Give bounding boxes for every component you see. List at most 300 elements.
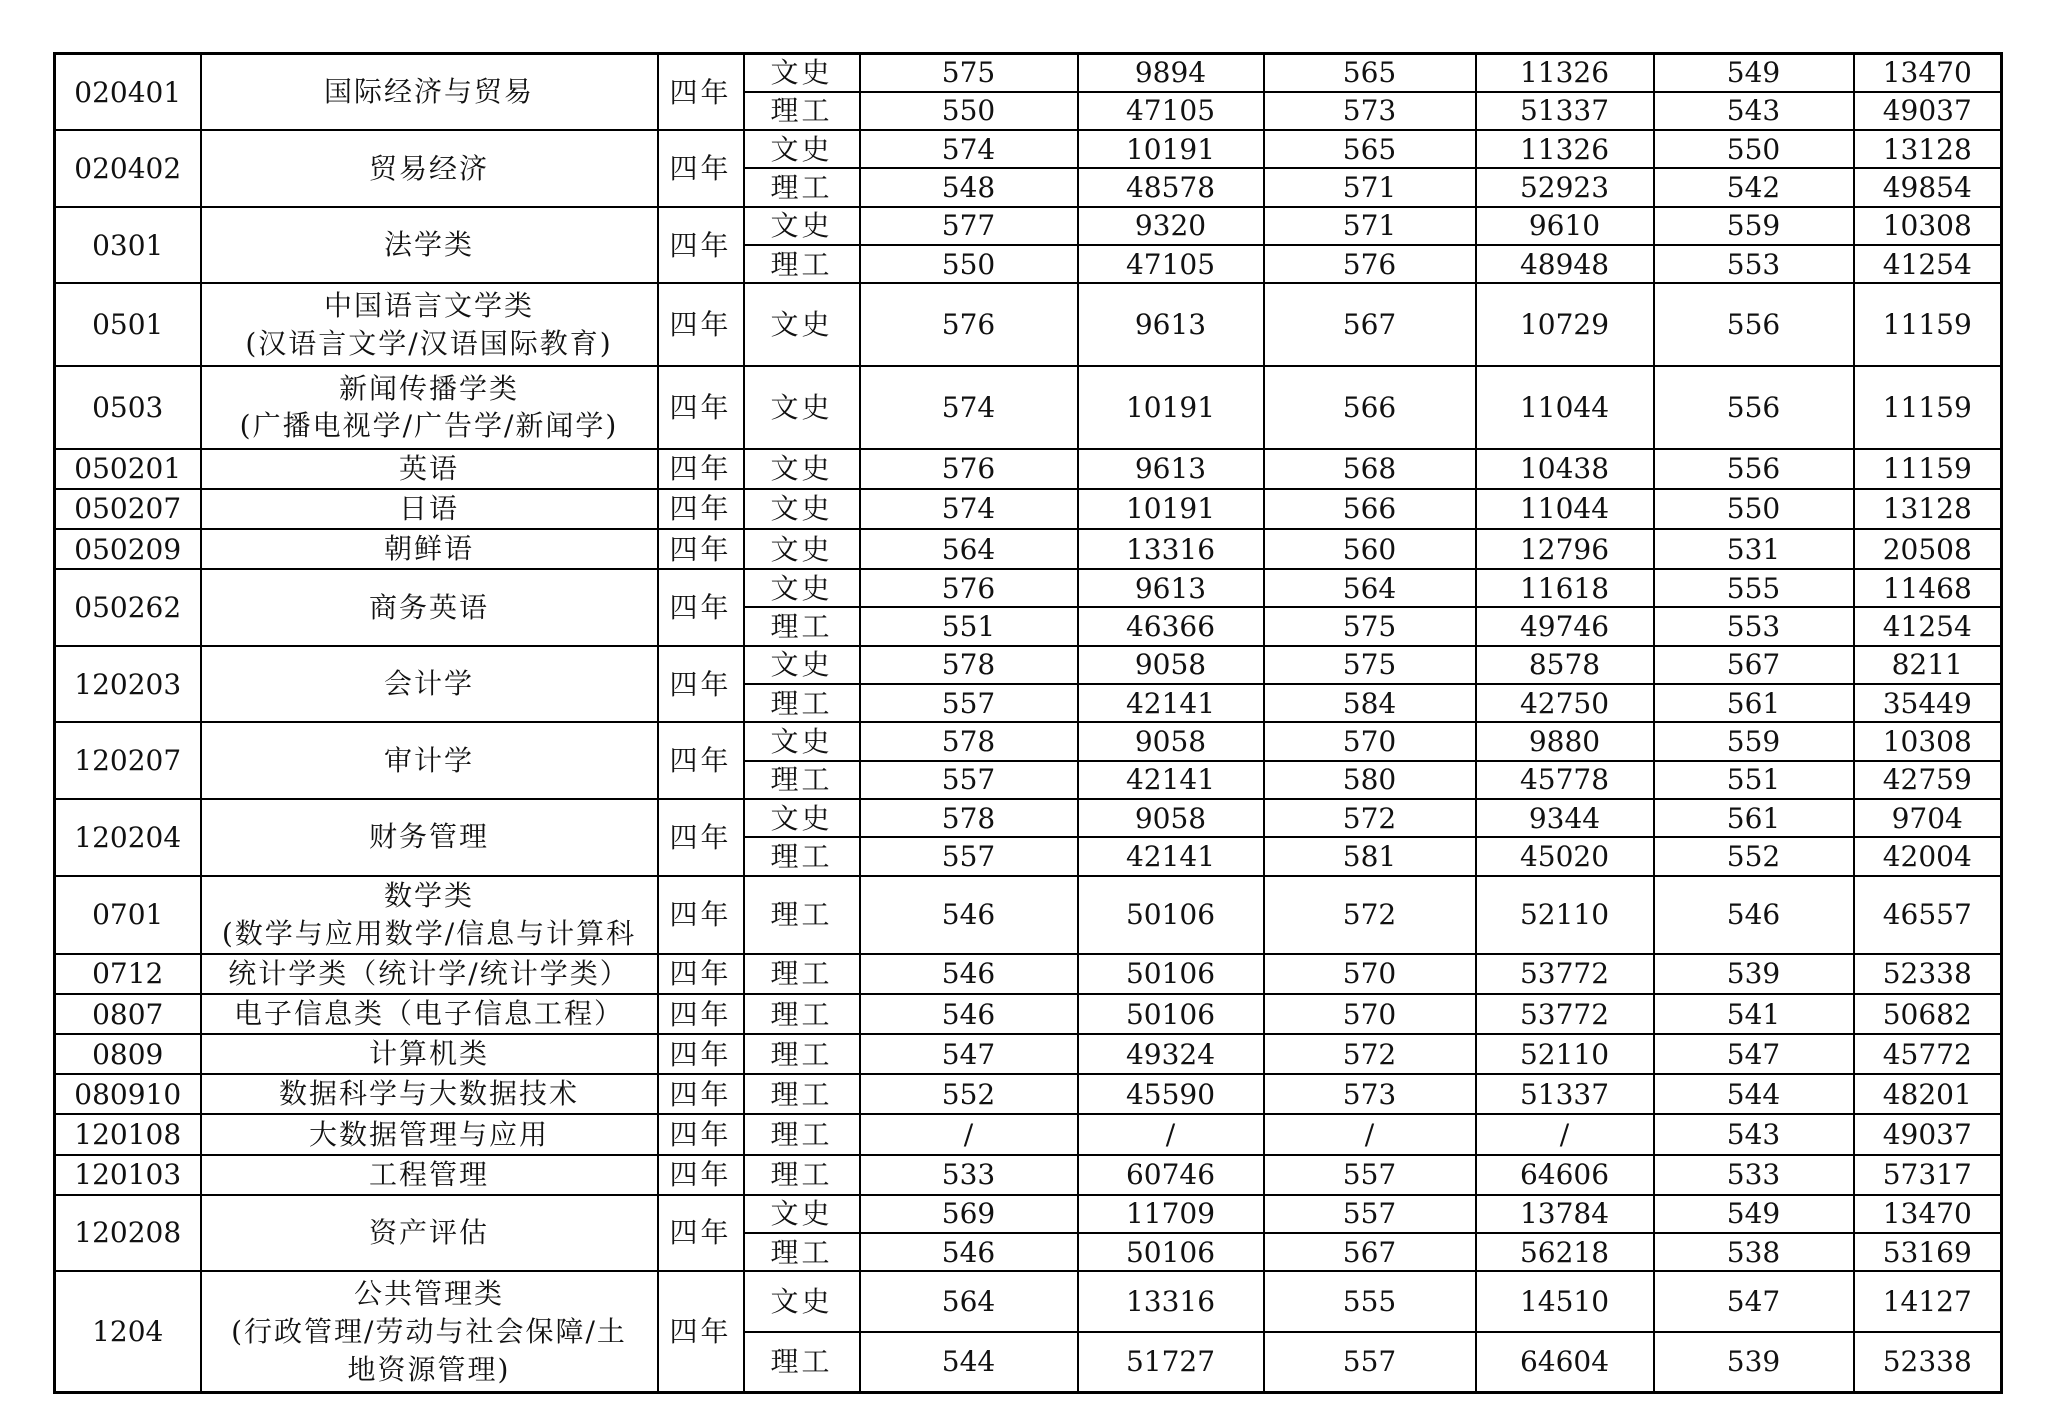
score-col-2: 560 bbox=[1264, 529, 1476, 569]
score-col-2: 572 bbox=[1264, 1034, 1476, 1074]
score-col-1: 576 bbox=[860, 449, 1078, 489]
score-col-1: 574 bbox=[860, 489, 1078, 529]
rank-col-1: 50106 bbox=[1078, 876, 1264, 954]
score-col-1: 552 bbox=[860, 1074, 1078, 1114]
major-name bbox=[201, 283, 658, 366]
score-col-2: 573 bbox=[1264, 92, 1476, 130]
major-code: 0301 bbox=[55, 207, 201, 284]
study-duration: 四年 bbox=[658, 1034, 744, 1074]
rank-col-2: 51337 bbox=[1476, 92, 1654, 130]
major-code: 020402 bbox=[55, 130, 201, 207]
major-name-line: (数学与应用数学/信息与计算科 bbox=[221, 916, 637, 950]
major-name bbox=[201, 1155, 658, 1195]
major-name bbox=[201, 130, 658, 207]
score-col-2: 571 bbox=[1264, 207, 1476, 245]
rank-col-3: 11159 bbox=[1854, 283, 2002, 366]
rank-col-1: 50106 bbox=[1078, 954, 1264, 994]
rank-col-1: 46366 bbox=[1078, 607, 1264, 645]
major-name-line: 日语 bbox=[398, 492, 459, 526]
subject-track: 理工 bbox=[744, 837, 860, 875]
major-code: 0501 bbox=[55, 283, 201, 366]
score-col-3: 552 bbox=[1654, 837, 1854, 875]
study-duration: 四年 bbox=[658, 130, 744, 207]
table-row bbox=[55, 1114, 2002, 1154]
score-col-3: 561 bbox=[1654, 799, 1854, 837]
subject-track: 理工 bbox=[744, 607, 860, 645]
rank-col-1: 9058 bbox=[1078, 722, 1264, 760]
rank-col-2: 64606 bbox=[1476, 1155, 1654, 1195]
rank-col-2: 11618 bbox=[1476, 569, 1654, 607]
rank-col-1: 9058 bbox=[1078, 799, 1264, 837]
rank-col-1: 9613 bbox=[1078, 569, 1264, 607]
subject-track: 理工 bbox=[744, 92, 860, 130]
score-col-3: 551 bbox=[1654, 761, 1854, 799]
subject-track: 理工 bbox=[744, 168, 860, 206]
rank-col-3: 35449 bbox=[1854, 684, 2002, 722]
rank-col-1: 9058 bbox=[1078, 646, 1264, 684]
score-col-1: 546 bbox=[860, 876, 1078, 954]
table-row bbox=[55, 1034, 2002, 1074]
subject-track: 理工 bbox=[744, 954, 860, 994]
rank-col-3: 57317 bbox=[1854, 1155, 2002, 1195]
rank-col-1: 9320 bbox=[1078, 207, 1264, 245]
score-col-3: 549 bbox=[1654, 54, 1854, 92]
score-col-3: 553 bbox=[1654, 245, 1854, 283]
major-name bbox=[201, 994, 658, 1034]
rank-col-3: 14127 bbox=[1854, 1271, 2002, 1332]
rank-col-2: 11044 bbox=[1476, 366, 1654, 449]
rank-col-3: 11468 bbox=[1854, 569, 2002, 607]
rank-col-2: 13784 bbox=[1476, 1195, 1654, 1233]
table-row bbox=[55, 646, 2002, 684]
major-name bbox=[201, 529, 658, 569]
score-col-1: 550 bbox=[860, 92, 1078, 130]
rank-col-1: 10191 bbox=[1078, 366, 1264, 449]
rank-col-2: 42750 bbox=[1476, 684, 1654, 722]
major-code: 080910 bbox=[55, 1074, 201, 1114]
major-name bbox=[201, 366, 658, 449]
rank-col-2: 14510 bbox=[1476, 1271, 1654, 1332]
rank-col-1: / bbox=[1078, 1114, 1264, 1154]
rank-col-2: 10438 bbox=[1476, 449, 1654, 489]
study-duration: 四年 bbox=[658, 1114, 744, 1154]
score-col-1: 576 bbox=[860, 569, 1078, 607]
score-col-3: 550 bbox=[1654, 489, 1854, 529]
score-col-2: 573 bbox=[1264, 1074, 1476, 1114]
subject-track: 理工 bbox=[744, 1034, 860, 1074]
rank-col-2: 49746 bbox=[1476, 607, 1654, 645]
score-col-3: 547 bbox=[1654, 1034, 1854, 1074]
rank-col-1: 47105 bbox=[1078, 245, 1264, 283]
score-col-3: 546 bbox=[1654, 876, 1854, 954]
table-row bbox=[55, 799, 2002, 837]
subject-track: 理工 bbox=[744, 994, 860, 1034]
study-duration: 四年 bbox=[658, 646, 744, 723]
table-row bbox=[55, 130, 2002, 168]
study-duration: 四年 bbox=[658, 207, 744, 284]
rank-col-3: 13128 bbox=[1854, 489, 2002, 529]
major-code: 050201 bbox=[55, 449, 201, 489]
table-row bbox=[55, 1271, 2002, 1332]
table-row bbox=[55, 366, 2002, 449]
score-col-1: 546 bbox=[860, 954, 1078, 994]
rank-col-2: 8578 bbox=[1476, 646, 1654, 684]
score-col-3: 567 bbox=[1654, 646, 1854, 684]
rank-col-2: 51337 bbox=[1476, 1074, 1654, 1114]
major-name-line: 电子信息类（电子信息工程） bbox=[233, 997, 624, 1031]
study-duration: 四年 bbox=[658, 366, 744, 449]
study-duration: 四年 bbox=[658, 1195, 744, 1272]
rank-col-1: 51727 bbox=[1078, 1332, 1264, 1393]
major-code: 120203 bbox=[55, 646, 201, 723]
subject-track: 文史 bbox=[744, 207, 860, 245]
subject-track: 理工 bbox=[744, 684, 860, 722]
score-col-2: 576 bbox=[1264, 245, 1476, 283]
score-col-2: 566 bbox=[1264, 366, 1476, 449]
rank-col-2: 53772 bbox=[1476, 994, 1654, 1034]
table-row bbox=[55, 449, 2002, 489]
score-col-1: 569 bbox=[860, 1195, 1078, 1233]
major-code: 050209 bbox=[55, 529, 201, 569]
score-col-3: 559 bbox=[1654, 207, 1854, 245]
score-col-2: 567 bbox=[1264, 283, 1476, 366]
major-name-line: 中国语言文学类 bbox=[323, 288, 534, 322]
subject-track: 理工 bbox=[744, 1332, 860, 1393]
table-row bbox=[55, 569, 2002, 607]
study-duration: 四年 bbox=[658, 569, 744, 646]
table-row bbox=[55, 489, 2002, 529]
major-code: 0807 bbox=[55, 994, 201, 1034]
major-name bbox=[201, 1074, 658, 1114]
study-duration: 四年 bbox=[658, 1155, 744, 1195]
study-duration: 四年 bbox=[658, 954, 744, 994]
rank-col-1: 47105 bbox=[1078, 92, 1264, 130]
rank-col-2: 12796 bbox=[1476, 529, 1654, 569]
table-row bbox=[55, 1155, 2002, 1195]
table-row bbox=[55, 529, 2002, 569]
major-name-line: 公共管理类 bbox=[353, 1276, 504, 1310]
major-name bbox=[201, 449, 658, 489]
rank-col-2: / bbox=[1476, 1114, 1654, 1154]
table-row bbox=[55, 994, 2002, 1034]
rank-col-3: 41254 bbox=[1854, 607, 2002, 645]
major-name bbox=[201, 489, 658, 529]
score-col-1: 578 bbox=[860, 722, 1078, 760]
major-name bbox=[201, 54, 658, 131]
score-col-2: 570 bbox=[1264, 994, 1476, 1034]
major-name bbox=[201, 569, 658, 646]
table-row bbox=[55, 1195, 2002, 1233]
score-col-3: 539 bbox=[1654, 954, 1854, 994]
score-col-3: 556 bbox=[1654, 366, 1854, 449]
subject-track: 文史 bbox=[744, 1195, 860, 1233]
score-col-3: 559 bbox=[1654, 722, 1854, 760]
score-col-2: 565 bbox=[1264, 54, 1476, 92]
rank-col-3: 13470 bbox=[1854, 1195, 2002, 1233]
rank-col-1: 10191 bbox=[1078, 130, 1264, 168]
major-name-line: 朝鲜语 bbox=[383, 532, 474, 566]
score-col-3: 556 bbox=[1654, 283, 1854, 366]
rank-col-1: 10191 bbox=[1078, 489, 1264, 529]
table-row bbox=[55, 954, 2002, 994]
major-code: 050207 bbox=[55, 489, 201, 529]
score-col-1: / bbox=[860, 1114, 1078, 1154]
rank-col-2: 52923 bbox=[1476, 168, 1654, 206]
major-name bbox=[201, 1114, 658, 1154]
score-col-1: 547 bbox=[860, 1034, 1078, 1074]
score-col-1: 574 bbox=[860, 366, 1078, 449]
score-col-3: 553 bbox=[1654, 607, 1854, 645]
score-col-1: 578 bbox=[860, 799, 1078, 837]
score-col-2: 557 bbox=[1264, 1155, 1476, 1195]
rank-col-1: 9894 bbox=[1078, 54, 1264, 92]
score-col-1: 577 bbox=[860, 207, 1078, 245]
major-name bbox=[201, 207, 658, 284]
score-col-1: 546 bbox=[860, 994, 1078, 1034]
table-body bbox=[55, 54, 2002, 1393]
rank-col-3: 49037 bbox=[1854, 1114, 2002, 1154]
major-name-line: (行政管理/劳动与社会保障/土 bbox=[231, 1314, 627, 1348]
subject-track: 文史 bbox=[744, 1271, 860, 1332]
major-name bbox=[201, 1195, 658, 1272]
score-col-2: 575 bbox=[1264, 646, 1476, 684]
rank-col-3: 52338 bbox=[1854, 954, 2002, 994]
score-col-3: 561 bbox=[1654, 684, 1854, 722]
major-name-line: 审计学 bbox=[383, 743, 474, 777]
major-code: 120207 bbox=[55, 722, 201, 799]
major-code: 120103 bbox=[55, 1155, 201, 1195]
rank-col-1: 50106 bbox=[1078, 1233, 1264, 1271]
score-col-1: 564 bbox=[860, 529, 1078, 569]
rank-col-2: 11044 bbox=[1476, 489, 1654, 529]
rank-col-1: 11709 bbox=[1078, 1195, 1264, 1233]
score-col-1: 576 bbox=[860, 283, 1078, 366]
score-col-2: 570 bbox=[1264, 722, 1476, 760]
rank-col-3: 11159 bbox=[1854, 366, 2002, 449]
major-name bbox=[201, 799, 658, 876]
rank-col-2: 45020 bbox=[1476, 837, 1654, 875]
rank-col-2: 45778 bbox=[1476, 761, 1654, 799]
study-duration: 四年 bbox=[658, 54, 744, 131]
score-col-2: 568 bbox=[1264, 449, 1476, 489]
score-col-1: 575 bbox=[860, 54, 1078, 92]
study-duration: 四年 bbox=[658, 994, 744, 1034]
score-col-2: 555 bbox=[1264, 1271, 1476, 1332]
subject-track: 理工 bbox=[744, 1155, 860, 1195]
score-col-2: 566 bbox=[1264, 489, 1476, 529]
major-name-line: (汉语言文学/汉语国际教育) bbox=[245, 326, 613, 360]
score-col-2: 572 bbox=[1264, 876, 1476, 954]
rank-col-1: 9613 bbox=[1078, 449, 1264, 489]
rank-col-1: 60746 bbox=[1078, 1155, 1264, 1195]
rank-col-3: 53169 bbox=[1854, 1233, 2002, 1271]
major-name-line: 工程管理 bbox=[368, 1157, 489, 1191]
major-code: 120108 bbox=[55, 1114, 201, 1154]
rank-col-1: 13316 bbox=[1078, 1271, 1264, 1332]
table-row bbox=[55, 283, 2002, 366]
study-duration: 四年 bbox=[658, 489, 744, 529]
major-name-line: 新闻传播学类 bbox=[338, 371, 519, 405]
major-code: 020401 bbox=[55, 54, 201, 131]
score-col-2: 581 bbox=[1264, 837, 1476, 875]
major-name-line: 国际经济与贸易 bbox=[323, 75, 534, 109]
major-code: 120204 bbox=[55, 799, 201, 876]
rank-col-2: 11326 bbox=[1476, 54, 1654, 92]
rank-col-2: 10729 bbox=[1476, 283, 1654, 366]
score-col-1: 578 bbox=[860, 646, 1078, 684]
rank-col-1: 42141 bbox=[1078, 837, 1264, 875]
rank-col-2: 11326 bbox=[1476, 130, 1654, 168]
subject-track: 理工 bbox=[744, 1114, 860, 1154]
score-col-3: 543 bbox=[1654, 92, 1854, 130]
subject-track: 理工 bbox=[744, 876, 860, 954]
rank-col-3: 10308 bbox=[1854, 207, 2002, 245]
score-col-2: 572 bbox=[1264, 799, 1476, 837]
major-name bbox=[201, 1034, 658, 1074]
score-col-3: 541 bbox=[1654, 994, 1854, 1034]
subject-track: 文史 bbox=[744, 449, 860, 489]
score-col-2: 580 bbox=[1264, 761, 1476, 799]
table-row bbox=[55, 722, 2002, 760]
score-col-1: 550 bbox=[860, 245, 1078, 283]
rank-col-1: 48578 bbox=[1078, 168, 1264, 206]
rank-col-3: 41254 bbox=[1854, 245, 2002, 283]
rank-col-2: 64604 bbox=[1476, 1332, 1654, 1393]
score-col-3: 539 bbox=[1654, 1332, 1854, 1393]
subject-track: 文史 bbox=[744, 722, 860, 760]
score-col-1: 546 bbox=[860, 1233, 1078, 1271]
subject-track: 文史 bbox=[744, 54, 860, 92]
rank-col-1: 9613 bbox=[1078, 283, 1264, 366]
study-duration: 四年 bbox=[658, 1271, 744, 1392]
rank-col-3: 45772 bbox=[1854, 1034, 2002, 1074]
major-name-line: 贸易经济 bbox=[368, 151, 489, 185]
score-col-2: 557 bbox=[1264, 1195, 1476, 1233]
rank-col-1: 42141 bbox=[1078, 684, 1264, 722]
major-name-line: 资产评估 bbox=[368, 1216, 489, 1250]
score-col-2: / bbox=[1264, 1114, 1476, 1154]
rank-col-3: 50682 bbox=[1854, 994, 2002, 1034]
rank-col-2: 9344 bbox=[1476, 799, 1654, 837]
major-name-line: 英语 bbox=[398, 451, 459, 485]
major-code: 0701 bbox=[55, 876, 201, 954]
major-name bbox=[201, 646, 658, 723]
rank-col-2: 56218 bbox=[1476, 1233, 1654, 1271]
rank-col-2: 9610 bbox=[1476, 207, 1654, 245]
study-duration: 四年 bbox=[658, 876, 744, 954]
major-name-line: 数据科学与大数据技术 bbox=[278, 1077, 579, 1111]
major-name-line: 地资源管理) bbox=[347, 1352, 511, 1386]
score-col-1: 557 bbox=[860, 684, 1078, 722]
study-duration: 四年 bbox=[658, 722, 744, 799]
subject-track: 文史 bbox=[744, 646, 860, 684]
score-col-3: 538 bbox=[1654, 1233, 1854, 1271]
rank-col-2: 48948 bbox=[1476, 245, 1654, 283]
rank-col-2: 53772 bbox=[1476, 954, 1654, 994]
major-name-line: 会计学 bbox=[383, 667, 474, 701]
study-duration: 四年 bbox=[658, 529, 744, 569]
rank-col-3: 9704 bbox=[1854, 799, 2002, 837]
subject-track: 文史 bbox=[744, 366, 860, 449]
major-name bbox=[201, 954, 658, 994]
study-duration: 四年 bbox=[658, 1074, 744, 1114]
admission-score-table bbox=[53, 52, 2003, 1394]
subject-track: 理工 bbox=[744, 761, 860, 799]
score-col-1: 533 bbox=[860, 1155, 1078, 1195]
rank-col-3: 8211 bbox=[1854, 646, 2002, 684]
subject-track: 文史 bbox=[744, 130, 860, 168]
rank-col-3: 13128 bbox=[1854, 130, 2002, 168]
subject-track: 理工 bbox=[744, 1074, 860, 1114]
table-row bbox=[55, 876, 2002, 954]
rank-col-1: 50106 bbox=[1078, 994, 1264, 1034]
score-col-3: 547 bbox=[1654, 1271, 1854, 1332]
score-col-2: 571 bbox=[1264, 168, 1476, 206]
rank-col-2: 52110 bbox=[1476, 876, 1654, 954]
score-col-2: 575 bbox=[1264, 607, 1476, 645]
rank-col-3: 48201 bbox=[1854, 1074, 2002, 1114]
score-col-3: 544 bbox=[1654, 1074, 1854, 1114]
score-col-2: 570 bbox=[1264, 954, 1476, 994]
rank-col-1: 49324 bbox=[1078, 1034, 1264, 1074]
rank-col-1: 45590 bbox=[1078, 1074, 1264, 1114]
score-col-2: 567 bbox=[1264, 1233, 1476, 1271]
score-col-1: 557 bbox=[860, 761, 1078, 799]
study-duration: 四年 bbox=[658, 449, 744, 489]
subject-track: 理工 bbox=[744, 245, 860, 283]
rank-col-3: 42004 bbox=[1854, 837, 2002, 875]
score-col-1: 574 bbox=[860, 130, 1078, 168]
score-col-1: 551 bbox=[860, 607, 1078, 645]
score-col-3: 556 bbox=[1654, 449, 1854, 489]
score-col-2: 557 bbox=[1264, 1332, 1476, 1393]
study-duration: 四年 bbox=[658, 283, 744, 366]
major-code: 1204 bbox=[55, 1271, 201, 1392]
score-col-1: 544 bbox=[860, 1332, 1078, 1393]
major-code: 0712 bbox=[55, 954, 201, 994]
rank-col-3: 20508 bbox=[1854, 529, 2002, 569]
rank-col-1: 42141 bbox=[1078, 761, 1264, 799]
major-code: 120208 bbox=[55, 1195, 201, 1272]
rank-col-1: 13316 bbox=[1078, 529, 1264, 569]
table-row bbox=[55, 54, 2002, 92]
subject-track: 文史 bbox=[744, 529, 860, 569]
major-name-line: 商务英语 bbox=[368, 590, 489, 624]
score-col-3: 555 bbox=[1654, 569, 1854, 607]
score-col-3: 543 bbox=[1654, 1114, 1854, 1154]
score-col-3: 549 bbox=[1654, 1195, 1854, 1233]
major-code: 050262 bbox=[55, 569, 201, 646]
rank-col-3: 49854 bbox=[1854, 168, 2002, 206]
major-name-line: (广播电视学/广告学/新闻学) bbox=[239, 409, 619, 443]
major-name-line: 法学类 bbox=[383, 228, 474, 262]
major-name bbox=[201, 876, 658, 954]
score-col-3: 550 bbox=[1654, 130, 1854, 168]
major-name bbox=[201, 722, 658, 799]
rank-col-3: 46557 bbox=[1854, 876, 2002, 954]
score-col-3: 533 bbox=[1654, 1155, 1854, 1195]
score-col-1: 557 bbox=[860, 837, 1078, 875]
major-name-line: 财务管理 bbox=[368, 820, 489, 854]
subject-track: 文史 bbox=[744, 569, 860, 607]
subject-track: 文史 bbox=[744, 283, 860, 366]
rank-col-3: 49037 bbox=[1854, 92, 2002, 130]
rank-col-3: 11159 bbox=[1854, 449, 2002, 489]
rank-col-3: 42759 bbox=[1854, 761, 2002, 799]
rank-col-3: 13470 bbox=[1854, 54, 2002, 92]
score-col-2: 584 bbox=[1264, 684, 1476, 722]
score-col-3: 542 bbox=[1654, 168, 1854, 206]
